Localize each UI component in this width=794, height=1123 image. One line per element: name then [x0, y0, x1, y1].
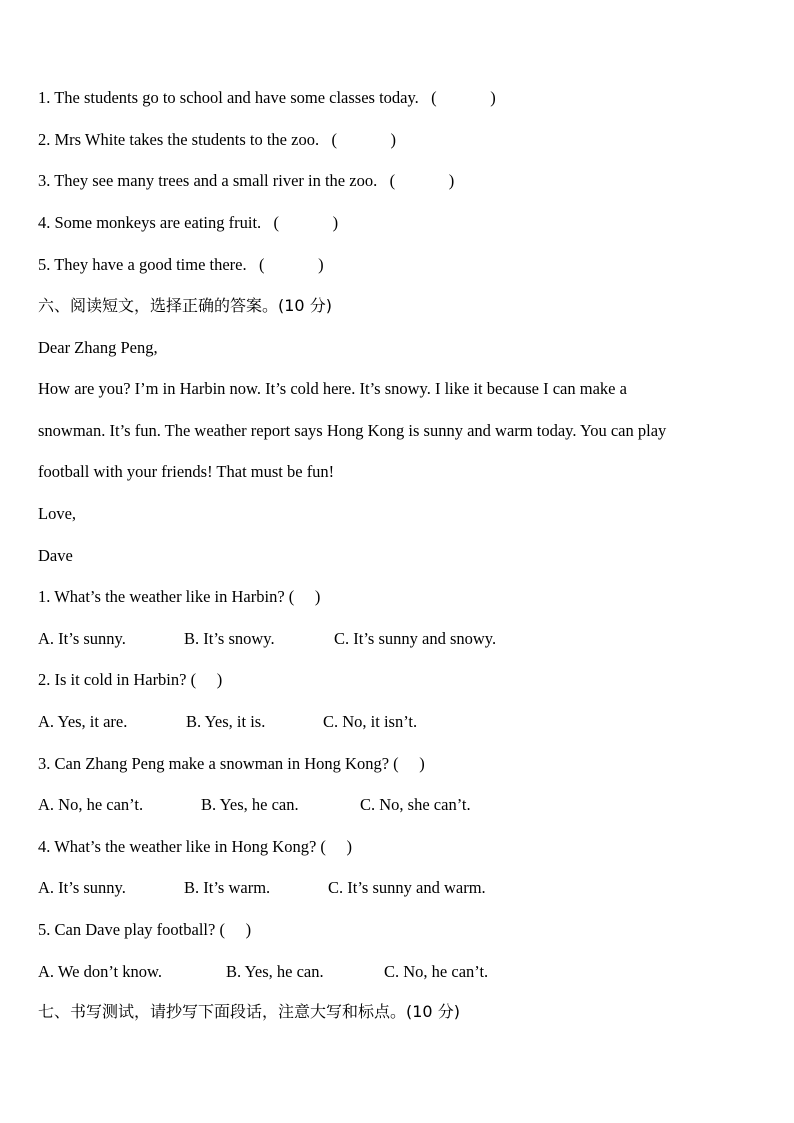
question-2-options [38, 712, 738, 792]
option-c: C. No, he can’t. [384, 962, 489, 981]
tf-item-2: 2. Mrs White takes the students to the zoo. ( ) [38, 130, 397, 149]
option-b: B. Yes, it is. [186, 712, 266, 731]
option-a: A. No, he can’t. [38, 795, 144, 814]
option-c: C. No, she can’t. [360, 795, 471, 814]
letter-greeting: Dear Zhang Peng, [38, 338, 158, 357]
tf-item-4: 4. Some monkeys are eating fruit. ( ) [38, 213, 339, 232]
option-a: A. It’s sunny. [38, 629, 126, 648]
option-a: A. It’s sunny. [38, 878, 126, 897]
question-5: 5. Can Dave play football? ( ) [38, 920, 252, 939]
question-3: 3. Can Zhang Peng make a snowman in Hong Kong? ( ) [38, 754, 425, 773]
section-7-heading: 七、书写测试，请抄写下面段话，注意大写和标点。(10 分) [38, 1002, 460, 1021]
tf-item-3: 3. They see many trees and a small river in the zoo. ( ) [38, 171, 455, 190]
option-c: C. No, it isn’t. [323, 712, 418, 731]
letter-body-line-3: football with your friends! That must be fun! [38, 462, 335, 481]
question-3-options [38, 795, 738, 875]
letter-closing: Love, [38, 504, 77, 523]
letter-body-line-2: snowman. It’s fun. The weather report says Hong Kong is sunny and warm today. You can play [38, 421, 667, 440]
tf-item-1: 1. The students go to school and have some classes today. ( ) [38, 88, 496, 107]
tf-item-5: 5. They have a good time there. ( ) [38, 255, 324, 274]
letter-body-line-1: How are you? I’m in Harbin now. It’s cold here. It’s snowy. I like it because I can make a [38, 379, 627, 398]
question-4-options [38, 878, 738, 958]
option-b: B. It’s warm. [184, 878, 271, 897]
option-a: A. We don’t know. [38, 962, 162, 981]
question-1: 1. What’s the weather like in Harbin? ( ) [38, 587, 321, 606]
letter-signature: Dave [38, 546, 73, 565]
option-b: B. It’s snowy. [184, 629, 275, 648]
option-a: A. Yes, it are. [38, 712, 128, 731]
section-6-heading: 六、阅读短文，选择正确的答案。(10 分) [38, 296, 332, 315]
option-b: B. Yes, he can. [201, 795, 299, 814]
option-c: C. It’s sunny and warm. [328, 878, 486, 897]
question-2: 2. Is it cold in Harbin? ( ) [38, 670, 223, 689]
question-1-options [38, 629, 738, 709]
option-c: C. It’s sunny and snowy. [334, 629, 497, 648]
option-b: B. Yes, he can. [226, 962, 324, 981]
question-4: 4. What’s the weather like in Hong Kong? ( ) [38, 837, 353, 856]
